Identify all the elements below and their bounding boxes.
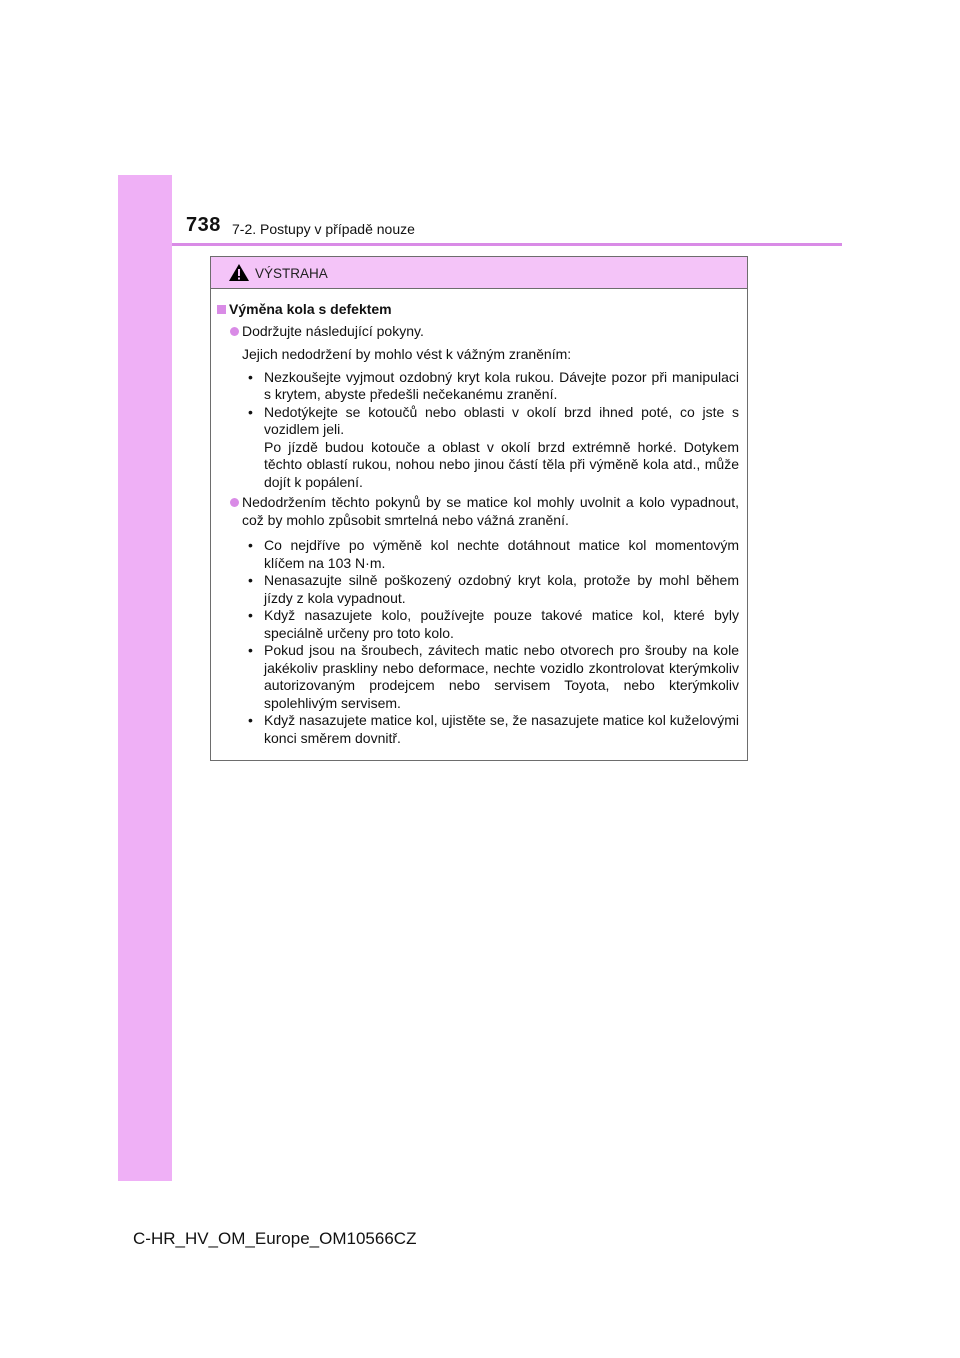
- bullet-text: Dodržujte následující pokyny.: [242, 322, 424, 339]
- warning-body: [211, 289, 747, 747]
- warning-box: [210, 256, 748, 761]
- list-item-text: • Nedotýkejte se kotoučů nebo oblasti v okolí brzd ihned poté, co jste s vozidlem jeli.: [264, 403, 739, 437]
- list-item: • Když nasazujete kolo, používejte pouze takové matice kol, které byly speciálně určeny pro toto kolo.: [248, 607, 739, 642]
- warning-heading-text: Výměna kola s defektem: [229, 301, 392, 317]
- warning-triangle-icon: [228, 263, 250, 282]
- section-title: 7-2. Postupy v případě nouze: [232, 221, 415, 237]
- circle-bullet-icon: [230, 498, 239, 507]
- bullet-text: Nedodržením těchto pokynů by se matice kol mohly uvolnit a kolo vypadnout, což by mohlo způsobit smrtelná nebo vážná zranění.: [242, 494, 739, 528]
- warning-heading: [217, 301, 739, 319]
- list-item: [248, 404, 739, 492]
- document-code: C-HR_HV_OM_Europe_OM10566CZ: [133, 1229, 417, 1248]
- list-item: • Nezkoušejte vyjmout ozdobný kryt kola rukou. Dávejte pozor při manipulaci s krytem, abyste předešli nečekanému zranění.: [248, 369, 739, 404]
- intro-text: Jejich nedodržení by mohlo vést k vážným zraněním:: [242, 346, 572, 362]
- square-bullet-icon: [217, 305, 226, 314]
- circle-bullet-item: [230, 323, 739, 341]
- list-item: • Co nejdříve po výměně kol nechte dotáhnout matice kol momentovým klíčem na 103 N·m.: [248, 537, 739, 572]
- list-item: • Nenasazujte silně poškozený ozdobný kryt kola, protože by mohl během jízdy z kola vypadnout.: [248, 572, 739, 607]
- list-item-continuation: Po jízdě budou kotouče a oblast v okolí brzd extrémně horké. Dotykem těchto oblastí rukou, nohou nebo jinou částí těla při výměně kola atd., může dojít k popálení.: [264, 438, 739, 490]
- header-divider: [172, 243, 842, 246]
- list-item: • Pokud jsou na šroubech, závitech matic nebo otvorech pro šrouby na kole jakékoliv praskliny nebo deformace, nechte vozidlo zkontrolovat kterýmkoliv autorizovaným prodejcem nebo servisem Toyota, nebo kterýmkoliv spolehlivým servisem.: [248, 642, 739, 712]
- instruction-list-1: [248, 369, 739, 492]
- instruction-list-2: [248, 537, 739, 747]
- list-item: • Když nasazujete matice kol, ujistěte se, že nasazujete matice kol kuželovými konci směrem dovnitř.: [248, 712, 739, 747]
- page-number: 738: [186, 214, 221, 236]
- warning-header: [211, 257, 747, 289]
- side-thumb-tab: [118, 175, 172, 1181]
- circle-bullet-icon: [230, 327, 239, 336]
- circle-bullet-item: [230, 494, 739, 529]
- warning-label: VÝSTRAHA: [255, 265, 328, 281]
